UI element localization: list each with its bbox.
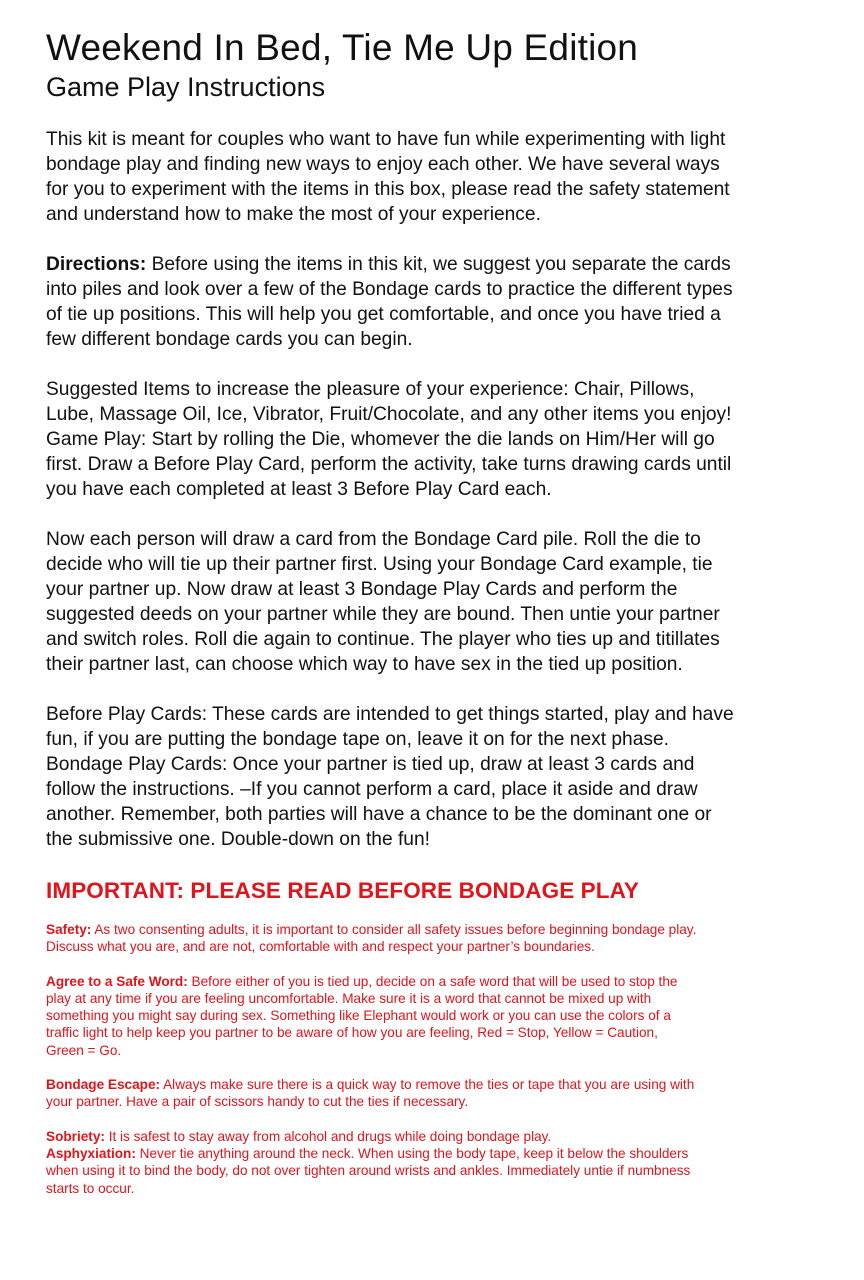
directions-line: Before using the items in this kit, we suggest you separate the cards — [146, 254, 731, 275]
intro-line: bondage play and finding new ways to enjoy each other. We have several ways — [46, 154, 720, 175]
cards-line: the submissive one. Double-down on the fun! — [46, 829, 430, 850]
suggested-items-paragraph — [46, 377, 836, 502]
game-play-line: you have each completed at least 3 Before Play Card each. — [46, 479, 552, 500]
page-subtitle: Game Play Instructions — [46, 72, 326, 102]
directions-line: of tie up positions. This will help you get comfortable, and once you have tried a — [46, 304, 721, 325]
asphyxiation-line: Never tie anything around the neck. When using the body tape, keep it below the shoulders — [135, 1145, 689, 1161]
bondage-escape-paragraph — [46, 1076, 836, 1111]
safe-word-line: play at any time if you are feeling uncomfortable. Make sure it is a word that cannot be mixed up with — [46, 990, 652, 1006]
cards-paragraph — [46, 702, 836, 852]
suggested-line: Lube, Massage Oil, Ice, Vibrator, Fruit/Chocolate, and any other items you enjoy! — [46, 404, 732, 425]
cards-line: Bondage Play Cards: Once your partner is tied up, draw at least 3 cards and — [46, 754, 695, 775]
important-heading: IMPORTANT: PLEASE READ BEFORE BONDAGE PLAY — [46, 878, 640, 903]
directions-line: into piles and look over a few of the Bondage cards to practice the different types — [46, 279, 733, 300]
bondage-round-line: decide who will tie up their partner first. Using your Bondage Card example, tie — [46, 554, 713, 575]
intro-line: This kit is meant for couples who want to have fun while experimenting with light — [46, 129, 726, 150]
game-play-line: first. Draw a Before Play Card, perform the activity, take turns drawing cards until — [46, 454, 732, 475]
sobriety-first-line — [46, 1128, 836, 1145]
asphyxiation-label: Asphyxiation: — [46, 1145, 136, 1161]
safety-line: Discuss what you are, and are not, comfortable with and respect your partner’s boundaries. — [46, 939, 595, 955]
suggested-line: Suggested Items to increase the pleasure of your experience: Chair, Pillows, — [46, 379, 695, 400]
safety-first-line — [46, 921, 836, 938]
directions-label: Directions: — [46, 254, 147, 275]
safe-word-first-line — [46, 973, 836, 990]
asphyxiation-paragraph — [46, 1145, 836, 1197]
bondage-round-line: Now each person will draw a card from the Bondage Card pile. Roll the die to — [46, 529, 701, 550]
safe-word-line: traffic light to help keep you partner to be aware of how you are feeling, Red = Stop, Yellow = Caution, — [46, 1025, 658, 1041]
bondage-round-line: and switch roles. Roll die again to continue. The player who ties up and titillates — [46, 629, 720, 650]
directions-paragraph — [46, 252, 836, 352]
game-play-line: Game Play: Start by rolling the Die, whomever the die lands on Him/Her will go — [46, 429, 715, 450]
safe-word-paragraph — [46, 973, 836, 1059]
cards-line: follow the instructions. –If you cannot perform a card, place it aside and draw — [46, 779, 698, 800]
escape-first-line — [46, 1076, 836, 1093]
directions-line: few different bondage cards you can begin. — [46, 329, 413, 350]
escape-line: your partner. Have a pair of scissors handy to cut the ties if necessary. — [46, 1094, 469, 1110]
cards-line: Before Play Cards: These cards are intended to get things started, play and have — [46, 704, 734, 725]
escape-line: Always make sure there is a quick way to remove the ties or tape that you are using with — [160, 1077, 695, 1093]
instruction-sheet — [46, 26, 836, 1214]
safety-line: As two consenting adults, it is important to consider all safety issues before beginning bondage play. — [91, 922, 697, 937]
cards-line: fun, if you are putting the bondage tape on, leave it on for the next phase. — [46, 729, 669, 750]
asphyxiation-line: starts to occur. — [46, 1180, 135, 1196]
safe-word-line: Green = Go. — [46, 1042, 122, 1058]
bondage-round-paragraph — [46, 527, 836, 677]
sobriety-line: It is safest to stay away from alcohol and drugs while doing bondage play. — [104, 1128, 552, 1144]
intro-line: for you to experiment with the items in this box, please read the safety statement — [46, 179, 730, 200]
intro-line: and understand how to make the most of your experience. — [46, 204, 541, 225]
escape-label: Bondage Escape: — [46, 1077, 161, 1093]
safe-word-line: Before either of you is tied up, decide on a safe word that will be used to stop the — [187, 973, 678, 989]
safe-word-line: something you might say during sex. Something like Elephant would work or you can use the colors of a — [46, 1008, 671, 1024]
safe-word-label: Agree to a Safe Word: — [46, 973, 188, 989]
bondage-round-line: suggested deeds on your partner while they are bound. Then untie your partner — [46, 604, 720, 625]
asphyxiation-first-line — [46, 1145, 836, 1162]
sobriety-label: Sobriety: — [46, 1128, 105, 1144]
intro-paragraph — [46, 127, 836, 227]
asphyxiation-line: when using it to bind the body, do not over tighten around wrists and ankles. Immediately untie if numbness — [46, 1163, 691, 1179]
sobriety-paragraph — [46, 1128, 836, 1145]
cards-line: another. Remember, both parties will have a chance to be the dominant one or — [46, 804, 712, 825]
safety-label: Safety: — [46, 922, 92, 937]
bondage-round-line: your partner up. Now draw at least 3 Bondage Play Cards and perform the — [46, 579, 678, 600]
page-title: Weekend In Bed, Tie Me Up Edition — [46, 27, 639, 68]
safety-paragraph — [46, 921, 836, 956]
bondage-round-line: their partner last, can choose which way to have sex in the tied up position. — [46, 654, 683, 675]
directions-first-line — [46, 252, 836, 277]
